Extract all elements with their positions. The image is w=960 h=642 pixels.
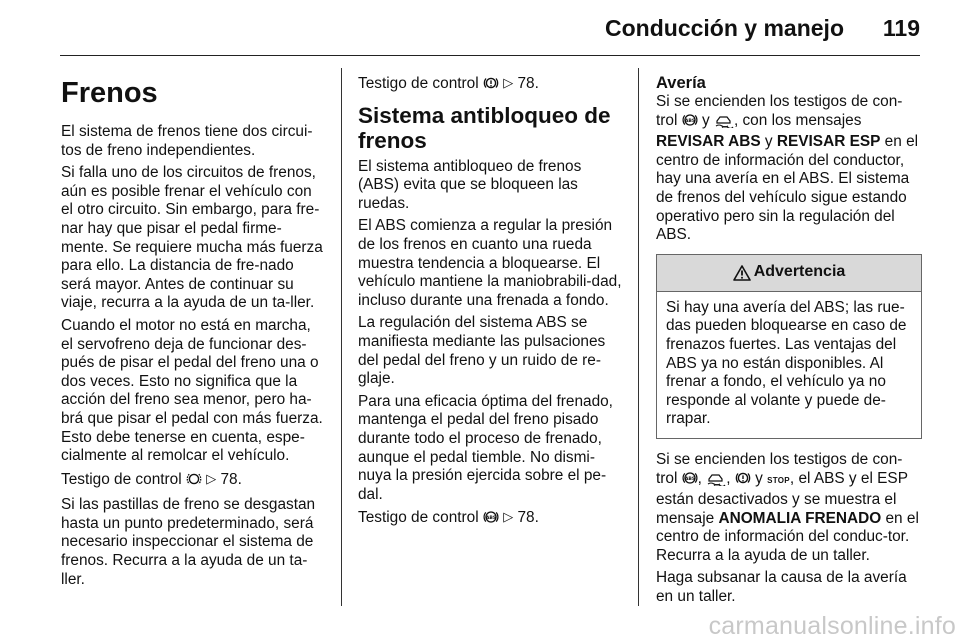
esp-skid-icon xyxy=(706,470,726,492)
paragraph: El ABS comienza a regular la presión de los frenos en cuanto una rueda muestra tendencia a bloquearse. El vehículo mantiene la maniobrabili-dad, incluso durante una frenada a fondo. xyxy=(358,217,622,309)
abs-warning-icon xyxy=(483,509,499,531)
warning-box xyxy=(656,254,922,439)
section-heading-brakes: Frenos xyxy=(61,77,158,109)
text-fragment: y xyxy=(755,469,763,487)
warning-title: Advertencia xyxy=(753,263,846,281)
page-reference-arrow-icon: ▷ xyxy=(503,509,514,525)
reference-text: Testigo de control xyxy=(358,75,479,92)
page-reference-arrow-icon: ▷ xyxy=(503,75,514,90)
svg-text:ABS: ABS xyxy=(684,118,695,124)
abs-warning-icon xyxy=(682,112,698,134)
reference-page[interactable]: 78. xyxy=(220,470,242,488)
text-fragment: , el ABS y el ESP están desactivados y se muestra el mensaje xyxy=(656,469,908,527)
reference-page[interactable]: 78. xyxy=(517,75,539,92)
brake-system-warning-icon xyxy=(483,75,499,97)
paragraph xyxy=(656,93,922,245)
brake-system-warning-icon xyxy=(735,470,751,492)
svg-text:ABS: ABS xyxy=(684,476,695,482)
paragraph: El sistema de frenos tiene dos circui-tos de freno independientes. xyxy=(61,123,313,159)
warning-triangle-icon xyxy=(733,265,751,281)
column-failure xyxy=(656,74,922,611)
watermark: carmanualsonline.info xyxy=(708,612,956,640)
message-revisar-abs: REVISAR ABS xyxy=(656,133,761,151)
section-heading-failure: Avería xyxy=(656,74,706,92)
paragraph: Cuando el motor no está en marcha, el servofreno deja de funcionar des-pués de pisar el pedal del freno una o dos veces. Esto no significa que la acción del freno sea menor, pero ha-brá que pisar el pedal con más fuerza. Esto debe tenerse en cuenta, espe-cialmente al remolcar el vehículo. xyxy=(61,316,323,465)
brake-pad-warning-icon xyxy=(186,471,202,493)
column-brakes xyxy=(61,74,325,593)
esp-skid-icon xyxy=(714,112,734,134)
paragraph: Para una eficacia óptima del frenado, mantenga el pedal del freno pisado durante todo el proceso de frenado, aunque el pedal tiemble. No dismi-nuya la presión ejercida sobre el pe-dal. xyxy=(358,392,613,503)
stop-indicator-label: STOP xyxy=(767,475,790,485)
page-header xyxy=(0,0,960,58)
section-title: Conducción y manejo xyxy=(605,15,844,41)
warning-text: Si hay una avería del ABS; las rue-das pueden bloquearse en caso de frenazos fuertes. Las ventajas del ABS ya no están disponibles. Al frenar a fondo, el vehículo ya no responde al volante y puede de-rrapar. xyxy=(666,298,907,428)
column-divider-right xyxy=(638,68,639,606)
paragraph: Si falla uno de los circuitos de frenos, aún es posible frenar el vehículo con el otro circuito. Sin embargo, para fre-nar hay que pisar el pedal firme-mente. Se requiere mucha más fuerza para ello. La distancia de fre-nado será mayor. Antes de continuar su viaje, recurra a la ayuda de un ta-ller. xyxy=(61,164,323,312)
page-reference-arrow-icon: ▷ xyxy=(206,470,217,486)
paragraph: Haga subsanar la causa de la avería en un taller. xyxy=(656,569,907,606)
text-fragment: y xyxy=(764,133,773,151)
section-heading-abs: Sistema antibloqueo de frenos xyxy=(358,102,611,153)
text-fragment: en el centro de información del conduc-tor. Recurra a la ayuda de un taller. xyxy=(656,509,919,564)
message-revisar-esp: REVISAR ESP xyxy=(776,133,881,151)
paragraph: La regulación del sistema ABS se manifiesta mediante las pulsaciones del pedal del freno y un ruido de re-glaje. xyxy=(358,314,606,388)
reference-text: Testigo de control xyxy=(61,470,182,488)
column-abs xyxy=(358,74,622,535)
column-divider-left xyxy=(341,68,342,606)
text-fragment: Si se encienden los testigos de con-trol xyxy=(656,93,903,129)
abs-warning-icon xyxy=(682,470,698,492)
message-anomalia-frenado: ANOMALIA FRENADO xyxy=(718,509,882,527)
svg-text:ABS: ABS xyxy=(485,516,497,522)
text-fragment: , con los mensajes xyxy=(733,111,862,129)
page-number: 119 xyxy=(882,15,920,41)
text-fragment: Si se encienden los testigos de con-trol xyxy=(656,450,903,487)
header-divider xyxy=(60,55,920,56)
paragraph: El sistema antibloqueo de frenos (ABS) evita que se bloqueen las ruedas. xyxy=(358,157,582,212)
reference-page[interactable]: 78. xyxy=(517,509,539,527)
text-fragment: en el centro de información del conductor, hay una avería en el ABS. El sistema de frenos del vehículo sigue estando operativo pero sin la regulación del ABS. xyxy=(656,133,919,244)
paragraph: Si las pastillas de freno se desgastan hasta un punto predeterminado, será necesario inspeccionar el sistema de frenos. Recurra a la ayuda de un ta-ller. xyxy=(61,496,316,588)
text-fragment: y xyxy=(701,111,710,129)
paragraph: Si se encienden los testigos de con-trol ABS , , y STOP, el ABS y el ESP están desactivados y se muestra el mensaje ANOMALIA FRENADO en el centro de información del conduc-tor. Recurra a la ayuda de un taller. xyxy=(656,450,919,564)
control-light-reference xyxy=(358,508,622,531)
control-light-reference xyxy=(61,470,325,493)
control-light-reference xyxy=(358,74,622,97)
reference-text: Testigo de control xyxy=(358,509,479,527)
warning-header xyxy=(657,255,921,292)
